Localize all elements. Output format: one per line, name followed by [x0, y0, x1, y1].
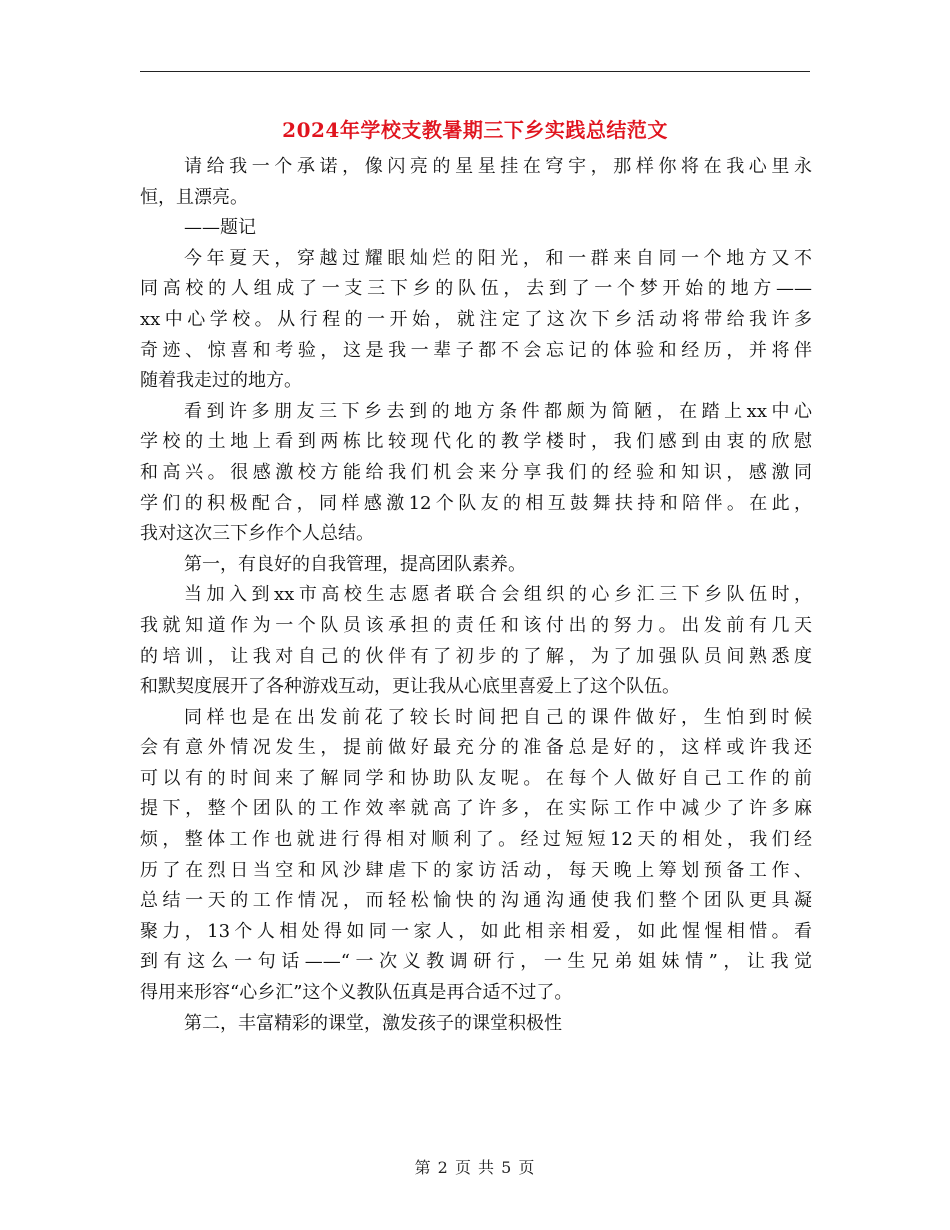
text-line: 和默契度展开了各种游戏互动，更让我从心底里喜爱上了这个队伍。 — [140, 676, 680, 698]
text-line: 奇迹、惊喜和考验，这是我一辈子都不会忘记的体验和经历，并将伴 — [140, 339, 812, 361]
text-line: 学们的积极配合，同样感激12个队友的相互鼓舞扶持和陪伴。在此， — [140, 492, 812, 514]
text-line: 请给我一个承诺，像闪亮的星星挂在穹宇，那样你将在我心里永 — [184, 156, 812, 177]
text-line: 得用来形容“心乡汇”这个义教队伍真是再合适不过了。 — [140, 982, 573, 1004]
text-line: 聚力，13个人相处得如同一家人，如此相亲相爱，如此惺惺相惜。看 — [140, 920, 812, 942]
text-line: 我对这次三下乡作个人总结。 — [140, 523, 374, 545]
text-line: xx中心学校。从行程的一开始，就注定了这次下乡活动将带给我许多 — [140, 308, 812, 330]
text-line: 我就知道作为一个队员该承担的责任和该付出的努力。出发前有几天 — [140, 614, 812, 636]
text-line: 同样也是在出发前花了较长时间把自己的课件做好，生怕到时候 — [184, 706, 812, 728]
page-footer: 第 2 页 共 5 页 — [414, 1158, 536, 1177]
text-line: 今年夏天，穿越过耀眼灿烂的阳光，和一群来自同一个地方又不 — [184, 247, 812, 269]
text-line: 到有这么一句话——“一次义教调研行，一生兄弟姐妹情”，让我觉 — [140, 951, 812, 973]
text-line: 总结一天的工作情况，而轻松愉快的沟通沟通使我们整个团队更具凝 — [140, 890, 812, 912]
text-line: 提下，整个团队的工作效率就高了许多，在实际工作中减少了许多麻 — [140, 798, 812, 820]
text-line: 当加入到xx市高校生志愿者联合会组织的心乡汇三下乡队伍时， — [184, 584, 812, 606]
document-body — [140, 152, 812, 1039]
text-line: 和高兴。很感激校方能给我们机会来分享我们的经验和知识，感激同 — [140, 461, 812, 483]
document-title: 2024年学校支教暑期三下乡实践总结范文 — [282, 118, 668, 142]
text-line: ——题记 — [184, 217, 256, 239]
text-line: 学校的土地上看到两栋比较现代化的教学楼时，我们感到由衷的欣慰 — [140, 431, 812, 453]
header-rule — [140, 71, 810, 72]
text-line: 第一，有良好的自我管理，提高团队素养。 — [184, 553, 526, 575]
text-line: 看到许多朋友三下乡去到的地方条件都颇为简陋，在踏上xx中心 — [184, 400, 812, 422]
text-line: 烦，整体工作也就进行得相对顺利了。经过短短12天的相处，我们经 — [140, 829, 812, 851]
text-line: 随着我走过的地方。 — [140, 370, 302, 392]
text-line: 可以有的时间来了解同学和协助队友呢。在每个人做好自己工作的前 — [140, 767, 812, 789]
text-line: 同高校的人组成了一支三下乡的队伍，去到了一个梦开始的地方—— — [140, 278, 812, 300]
text-line: 的培训，让我对自己的伙伴有了初步的了解，为了加强队员间熟悉度 — [140, 645, 812, 667]
text-line: 第二，丰富精彩的课堂，激发孩子的课堂积极性 — [184, 1012, 562, 1034]
text-line: 恒，且漂亮。 — [140, 186, 248, 208]
text-line: 历了在烈日当空和风沙肆虐下的家访活动，每天晚上筹划预备工作、 — [140, 859, 812, 881]
text-line: 会有意外情况发生，提前做好最充分的准备总是好的，这样或许我还 — [140, 737, 812, 759]
